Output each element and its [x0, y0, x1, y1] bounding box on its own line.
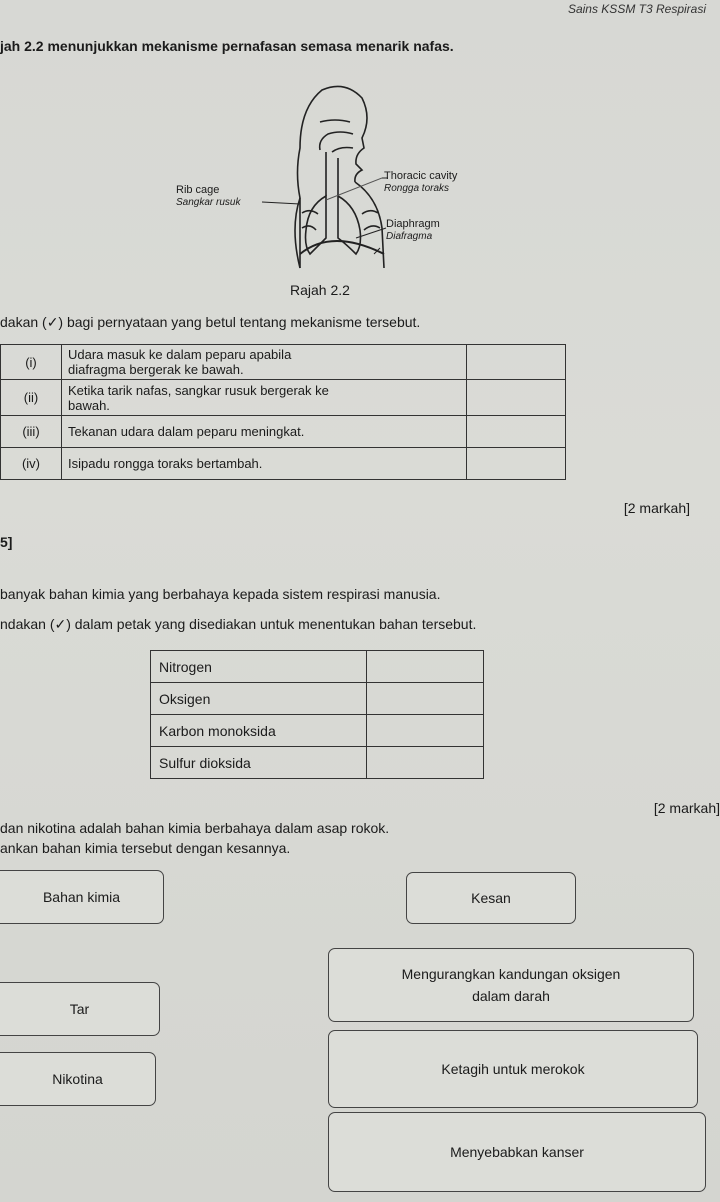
question-intro: jah 2.2 menunjukkan mekanisme pernafasan semasa menarik nafas. — [0, 38, 454, 54]
chemicals-table — [150, 650, 484, 779]
q2-text: banyak bahan kimia yang berbahaya kepada sistem respirasi manusia. — [0, 586, 441, 602]
statement-text: Isipadu rongga toraks bertambah. — [62, 448, 467, 480]
table-row — [151, 683, 484, 715]
thoracic-cavity-label: Thoracic cavity Rongga toraks — [384, 170, 458, 194]
marks-label: [2 markah] — [653, 800, 720, 816]
chemical-item-tar[interactable]: Tar — [0, 982, 160, 1036]
table-row — [151, 747, 484, 779]
chemical-name: Karbon monoksida — [151, 715, 367, 747]
table-row — [1, 380, 566, 416]
marks-label: [2 markah] — [623, 500, 690, 516]
tick-box[interactable] — [367, 683, 484, 715]
effect-item-oxygen[interactable]: Mengurangkan kandungan oksigen dalam darah — [328, 948, 694, 1022]
table-row — [1, 448, 566, 480]
table-row — [151, 651, 484, 683]
chemical-name: Nitrogen — [151, 651, 367, 683]
tick-box[interactable] — [367, 651, 484, 683]
tick-box[interactable] — [467, 448, 566, 480]
diaphragm-label: Diaphragm Diafragma — [386, 218, 440, 242]
chemical-name: Sulfur dioksida — [151, 747, 367, 779]
statement-text: Udara masuk ke dalam peparu apabila diafragma bergerak ke bawah. — [62, 345, 467, 380]
q3-line1: dan nikotina adalah bahan kimia berbahaya dalam asap rokok. — [0, 820, 390, 836]
effect-item-addiction[interactable]: Ketagih untuk merokok — [328, 1030, 698, 1108]
statement-text: Tekanan udara dalam peparu meningkat. — [62, 416, 467, 448]
respiration-diagram — [150, 78, 490, 278]
statement-number: (iv) — [1, 448, 62, 480]
tick-box[interactable] — [367, 715, 484, 747]
table-row — [1, 345, 566, 380]
tick-box[interactable] — [367, 747, 484, 779]
q1-instruction: dakan (✓) bagi pernyataan yang betul tentang mekanisme tersebut. — [0, 314, 421, 330]
question-marker: 5] — [0, 534, 13, 550]
table-row — [151, 715, 484, 747]
tick-box[interactable] — [467, 345, 566, 380]
figure-caption: Rajah 2.2 — [290, 282, 350, 298]
table-row — [1, 416, 566, 448]
statements-table — [0, 344, 566, 480]
statement-number: (iii) — [1, 416, 62, 448]
effect-item-cancer[interactable]: Menyebabkan kanser — [328, 1112, 706, 1192]
chemical-name: Oksigen — [151, 683, 367, 715]
statement-text: Ketika tarik nafas, sangkar rusuk bergerak ke bawah. — [62, 380, 467, 416]
statement-number: (ii) — [1, 380, 62, 416]
statement-number: (i) — [1, 345, 62, 380]
tick-box[interactable] — [467, 380, 566, 416]
chemical-item-nikotina[interactable]: Nikotina — [0, 1052, 156, 1106]
page-header: Sains KSSM T3 Respirasi — [567, 2, 706, 16]
header-chemical: Bahan kimia — [0, 870, 164, 924]
tick-box[interactable] — [467, 416, 566, 448]
q3-line2: ankan bahan kimia tersebut dengan kesannya. — [0, 840, 291, 856]
header-effect: Kesan — [406, 872, 576, 924]
q2-instruction: ndakan (✓) dalam petak yang disediakan untuk menentukan bahan tersebut. — [0, 616, 477, 632]
rib-cage-label: Rib cage Sangkar rusuk — [176, 184, 241, 208]
